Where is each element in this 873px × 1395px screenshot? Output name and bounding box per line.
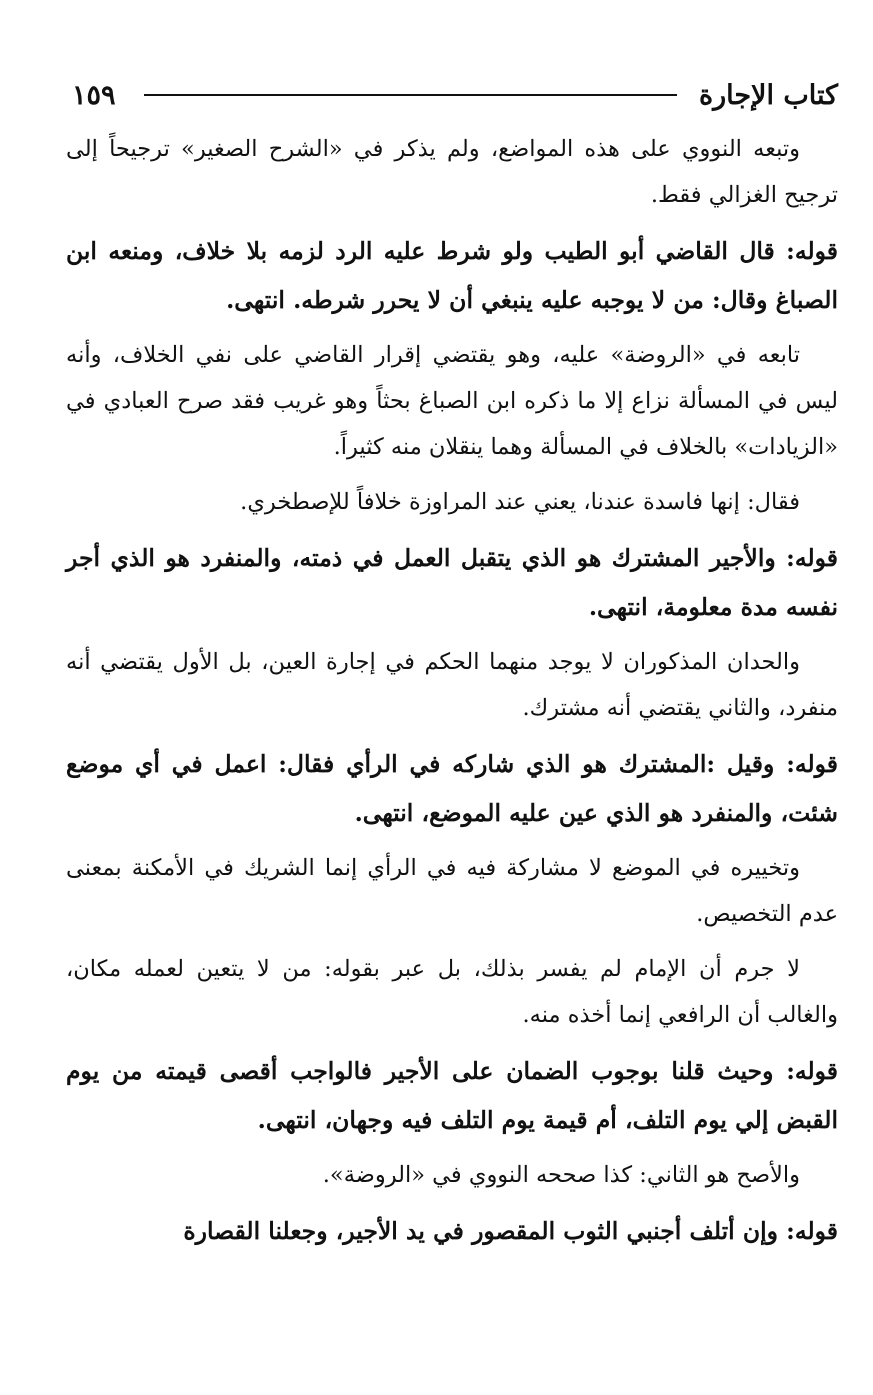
commentary-paragraph: تابعه في «الروضة» عليه، وهو يقتضي إقرار القاضي على نفي الخلاف، وأنه ليس في المسألة نزاع إلا ما ذكره ابن الصباغ بحثاً وهو غريب فقد صرح العبادي في «الزيادات» بالخلاف في المسألة وهما ينقلان منه كثيراً. [66,342,838,460]
commentary-paragraph: والأصح هو الثاني: كذا صححه النووي في «الروضة». [322,1162,800,1188]
document-page [66,70,838,1263]
commentary-paragraph: وتخييره في الموضع لا مشاركة فيه في الرأي إنما الشريك في الأمكنة بمعنى عدم التخصيص. [66,855,838,927]
header-rule [144,94,677,96]
quoted-passage: قوله: قال القاضي أبو الطيب ولو شرط عليه الرد لزمه بلا خلاف، ومنعه ابن الصباغ وقال: من لا يوجبه عليه ينبغي أن لا يحرر شرطه. انتهى. [66,237,838,314]
quoted-passage: قوله: وإن أتلف أجنبي الثوب المقصور في يد الأجير، وجعلنا القصارة [183,1217,838,1245]
commentary-paragraph: فقال: إنها فاسدة عندنا، يعني عند المراوزة خلافاً للإصطخري. [240,489,800,515]
commentary-paragraph: وتبعه النووي على هذه المواضع، ولم يذكر في «الشرح الصغير» ترجيحاً إلى ترجيح الغزالي فقط. [66,136,838,208]
quoted-passage: قوله: وحيث قلنا بوجوب الضمان على الأجير فالواجب أقصى قيمته من يوم القبض إلي يوم التلف، أم قيمة يوم التلف فيه وجهان، انتهى. [66,1057,838,1134]
commentary-paragraph: لا جرم أن الإمام لم يفسر بذلك، بل عبر بقوله: من لا يتعين لعمله مكان، والغالب أن الرافعي إنما أخذه منه. [66,956,838,1028]
quoted-passage: قوله: والأجير المشترك هو الذي يتقبل العمل في ذمته، والمنفرد هو الذي أجر نفسه مدة معلومة، انتهى. [66,544,838,621]
commentary-paragraph: والحدان المذكوران لا يوجد منهما الحكم في إجارة العين، بل الأول يقتضي أنه منفرد، والثاني يقتضي أنه مشترك. [66,649,838,721]
quoted-passage: قوله: وقيل :المشترك هو الذي شاركه في الرأي فقال: اعمل في أي موضع شئت، والمنفرد هو الذي عين عليه الموضع، انتهى. [66,750,838,827]
chapter-title: كتاب الإجارة [698,79,838,111]
body-text [66,126,838,1263]
page-number: ١٥٩ [72,79,116,111]
running-header [66,70,838,120]
